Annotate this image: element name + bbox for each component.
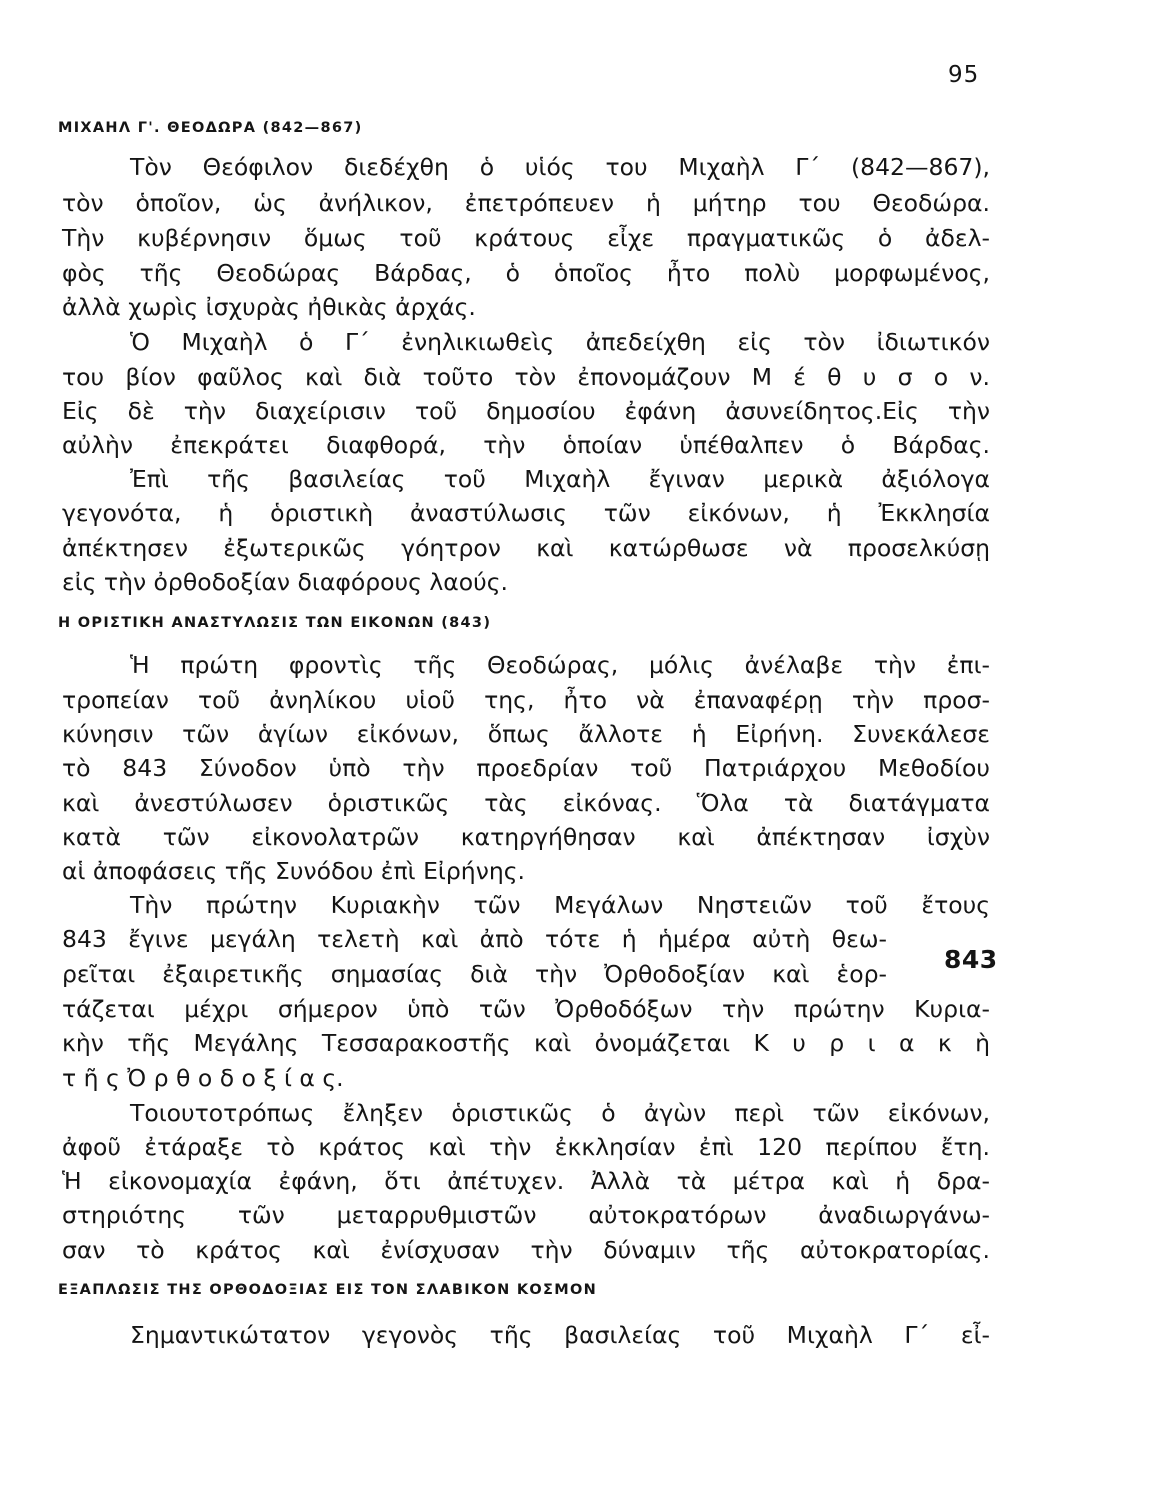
text-line: Τὴν κυβέρνησιν ὅμως τοῦ κράτους εἶχε πραγματικῶς ὁ ἀδελ- (62, 224, 990, 252)
text-line: Τοιουτοτρόπως ἔληξεν ὁριστικῶς ὁ ἀγὼν περὶ τῶν εἰκόνων, (130, 1099, 990, 1127)
text-line: του βίον φαῦλος καὶ διὰ τοῦτο τὸν ἐπονομάζουν Μ έ θ υ σ ο ν. (62, 363, 990, 391)
text-line: κύνησιν τῶν ἁγίων εἰκόνων, ὅπως ἄλλοτε ἡ Εἰρήνη. Συνεκάλεσε (62, 720, 990, 748)
text-line: Τὸν Θεόφιλον διεδέχθη ὁ υἱός του Μιχαὴλ Γ΄ (842—867), (130, 153, 990, 181)
text-line: Εἰς δὲ τὴν διαχείρισιν τοῦ δημοσίου ἐφάνη ἀσυνείδητος.Εἰς τὴν (62, 397, 990, 425)
text-line: Ἐπὶ τῆς βασιλείας τοῦ Μιχαὴλ ἔγιναν μερικὰ ἀξιόλογα (130, 465, 990, 493)
text-line: εἰς τὴν ὀρθοδοξίαν διαφόρους λαούς. (62, 568, 508, 596)
text-line: ρεῖται ἐξαιρετικῆς σημασίας διὰ τὴν Ὀρθοδοξίαν καὶ ἑορ- (62, 960, 887, 988)
text-line: κατὰ τῶν εἰκονολατρῶν κατηργήθησαν καὶ ἀπέκτησαν ἰσχὺν (62, 823, 990, 851)
text-line: Ὁ Μιχαὴλ ὁ Γ΄ ἐνηλικιωθεὶς ἀπεδείχθη εἰς τὸν ἰδιωτικόν (130, 328, 990, 356)
text-line: Ἡ εἰκονομαχία ἐφάνη, ὅτι ἀπέτυχεν. Ἀλλὰ τὰ μέτρα καὶ ἡ δρα- (62, 1167, 990, 1195)
text-line: αἱ ἀποφάσεις τῆς Συνόδου ἐπὶ Εἰρήνης. (62, 857, 525, 885)
text-line: ἀφοῦ ἐτάραξε τὸ κράτος καὶ τὴν ἐκκλησίαν ἐπὶ 120 περίπου ἔτη. (62, 1133, 990, 1161)
text-line: ἀπέκτησεν ἐξωτερικῶς γόητρον καὶ κατώρθωσε νὰ προσελκύσῃ (62, 534, 990, 562)
text-line: καὶ ἀνεστύλωσεν ὁριστικῶς τὰς εἰκόνας. Ὅλα τὰ διατάγματα (62, 789, 990, 817)
text-line: ἀλλὰ χωρὶς ἰσχυρὰς ἠθικὰς ἀρχάς. (62, 293, 476, 321)
section-heading: Η ΟΡΙΣΤΙΚΗ ΑΝΑΣΤΥΛΩΣΙΣ ΤΩΝ ΕΙΚΟΝΩΝ (843) (58, 615, 492, 631)
text-line: τὸ 843 Σύνοδον ὑπὸ τὴν προεδρίαν τοῦ Πατριάρχου Μεθοδίου (62, 754, 990, 782)
text-line: τάζεται μέχρι σήμερον ὑπὸ τῶν Ὀρθοδόξων τὴν πρώτην Κυρια- (62, 995, 990, 1023)
section-heading: ΜΙΧΑΗΛ Γ'. ΘΕΟΔΩΡΑ (842—867) (58, 120, 363, 136)
text-line: Σημαντικώτατον γεγονὸς τῆς βασιλείας τοῦ Μιχαὴλ Γ΄ εἶ- (130, 1321, 990, 1349)
section-heading: ΕΞΑΠΛΩΣΙΣ ΤΗΣ ΟΡΘΟΔΟΞΙΑΣ ΕΙΣ ΤΟΝ ΣΛΑΒΙΚΟΝ ΚΟΣΜΟΝ (58, 1282, 598, 1298)
page-number: 95 (948, 62, 980, 88)
text-line: αὐλὴν ἐπεκράτει διαφθορά, τὴν ὁποίαν ὑπέθαλπεν ὁ Βάρδας. (62, 431, 990, 459)
text-line: τ ῆ ς Ὀ ρ θ ο δ ο ξ ί α ς. (62, 1064, 344, 1092)
text-line: Ἡ πρώτη φροντὶς τῆς Θεοδώρας, μόλις ἀνέλαβε τὴν ἐπι- (130, 651, 990, 679)
text-line: τροπείαν τοῦ ἀνηλίκου υἱοῦ της, ἦτο νὰ ἐπαναφέρῃ τὴν προσ- (62, 686, 990, 714)
text-line: τὸν ὁποῖον, ὡς ἀνήλικον, ἐπετρόπευεν ἡ μήτηρ του Θεοδώρα. (62, 189, 990, 217)
margin-note: 843 (944, 945, 998, 974)
text-line: 843 ἔγινε μεγάλη τελετὴ καὶ ἀπὸ τότε ἡ ἡμέρα αὐτὴ θεω- (62, 925, 887, 953)
text-line: στηριότης τῶν μεταρρυθμιστῶν αὐτοκρατόρων ἀναδιωργάνω- (62, 1201, 990, 1229)
text-line: Τὴν πρώτην Κυριακὴν τῶν Μεγάλων Νηστειῶν τοῦ ἔτους (130, 891, 990, 919)
text-line: κὴν τῆς Μεγάλης Τεσσαρακοστῆς καὶ ὀνομάζεται Κ υ ρ ι α κ ὴ (62, 1029, 990, 1057)
text-line: φὸς τῆς Θεοδώρας Βάρδας, ὁ ὁποῖος ἦτο πολὺ μορφωμένος, (62, 259, 990, 287)
text-line: σαν τὸ κράτος καὶ ἐνίσχυσαν τὴν δύναμιν τῆς αὐτοκρατορίας. (62, 1236, 990, 1264)
text-line: γεγονότα, ἡ ὁριστικὴ ἀναστύλωσις τῶν εἰκόνων, ἡ Ἐκκλησία (62, 499, 990, 527)
